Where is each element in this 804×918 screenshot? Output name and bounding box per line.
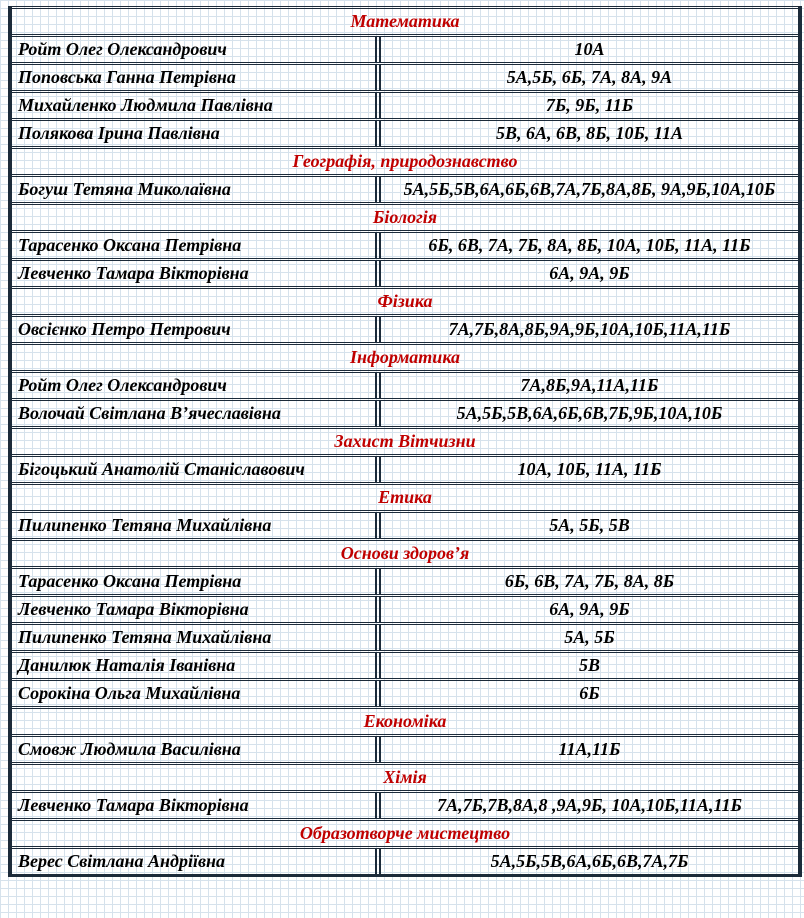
table-row: [12, 510, 798, 538]
table-row: [12, 594, 798, 622]
class-list: 10А, 10Б, 11А, 11Б: [517, 459, 662, 479]
class-list: 7Б, 9Б, 11Б: [545, 95, 634, 115]
table-row: [12, 622, 798, 650]
table-row: [12, 62, 798, 90]
class-list: 6А, 9А, 9Б: [549, 599, 630, 619]
subject-header: Математика: [12, 6, 798, 34]
teacher-name: Бігоцький Анатолій Станіславович: [12, 457, 381, 482]
table-row: [12, 790, 798, 818]
teacher-name: Волочай Світлана В’ячеславівна: [12, 401, 381, 426]
class-list: 5А,5Б,5В,6А,6Б,6В,7А,7Б,8А,8Б, 9А,9Б,10А,10Б: [403, 179, 776, 199]
teacher-name: Богуш Тетяна Миколаївна: [12, 177, 381, 202]
subject-header: Економіка: [12, 706, 798, 734]
subject-header: Інформатика: [12, 342, 798, 370]
teacher-name: Тарасенко Оксана Петрівна: [12, 569, 381, 594]
table-row: [12, 174, 798, 202]
class-list: 6Б, 6В, 7А, 7Б, 8А, 8Б: [504, 571, 675, 591]
subject-header: Географія, природознавство: [12, 146, 798, 174]
class-list: 5А, 5Б, 5В: [549, 515, 630, 535]
class-list: 7А,7Б,7В,8А,8 ,9А,9Б, 10А,10Б,11А,11Б: [437, 795, 742, 815]
teacher-name: Пилипенко Тетяна Михайлівна: [12, 625, 381, 650]
table-row: [12, 90, 798, 118]
table-row: [12, 678, 798, 706]
teacher-name: Левченко Тамара Вікторівна: [12, 793, 381, 818]
table-row: [12, 370, 798, 398]
subject-header: Образотворче мистецтво: [12, 818, 798, 846]
class-list: 6Б: [579, 683, 600, 703]
class-list: 5А,5Б, 6Б, 7А, 8А, 9А: [506, 67, 673, 87]
teacher-name: Тарасенко Оксана Петрівна: [12, 233, 381, 258]
subject-header: Фізика: [12, 286, 798, 314]
teacher-name: Смовж Людмила Василівна: [12, 737, 381, 762]
table-row: [12, 398, 798, 426]
teacher-name: Овсієнко Петро Петрович: [12, 317, 381, 342]
class-list: 5А, 5Б: [564, 627, 615, 647]
class-list: 7А,7Б,8А,8Б,9А,9Б,10А,10Б,11А,11Б: [448, 319, 731, 339]
teacher-name: Сорокіна Ольга Михайлівна: [12, 681, 381, 706]
table-row: [12, 314, 798, 342]
class-list: 6А, 9А, 9Б: [549, 263, 630, 283]
class-list: 5В: [578, 655, 600, 675]
subject-header: Захист Вітчизни: [12, 426, 798, 454]
teacher-name: Михайленко Людмила Павлівна: [12, 93, 381, 118]
teacher-name: Данилюк Наталія Іванівна: [12, 653, 381, 678]
teacher-name: Полякова Ірина Павлівна: [12, 121, 381, 146]
teacher-name: Ройт Олег Олександрович: [12, 37, 381, 62]
class-list: 5В, 6А, 6В, 8Б, 10Б, 11А: [496, 123, 683, 143]
class-list: 7А,8Б,9А,11А,11Б: [520, 375, 659, 395]
class-list: 10А: [574, 39, 605, 59]
table-row: [12, 566, 798, 594]
class-list: 6Б, 6В, 7А, 7Б, 8А, 8Б, 10А, 10Б, 11А, 11Б: [428, 235, 751, 255]
class-list: 11А,11Б: [558, 739, 621, 759]
table-row: [12, 846, 798, 877]
teacher-name: Ройт Олег Олександрович: [12, 373, 381, 398]
table-row: [12, 34, 798, 62]
teacher-name: Поповська Ганна Петрівна: [12, 65, 381, 90]
class-list: 5А,5Б,5В,6А,6Б,6В,7Б,9Б,10А,10Б: [456, 403, 723, 423]
table-row: [12, 734, 798, 762]
teacher-name: Верес Світлана Андріївна: [12, 849, 381, 874]
table-row: [12, 258, 798, 286]
subject-header: Біологія: [12, 202, 798, 230]
table-row: [12, 118, 798, 146]
table-row: [12, 454, 798, 482]
table-row: [12, 650, 798, 678]
teacher-name: Левченко Тамара Вікторівна: [12, 597, 381, 622]
subject-header: Хімія: [12, 762, 798, 790]
class-list: 5А,5Б,5В,6А,6Б,6В,7А,7Б: [490, 851, 689, 871]
teacher-name: Левченко Тамара Вікторівна: [12, 261, 381, 286]
teacher-name: Пилипенко Тетяна Михайлівна: [12, 513, 381, 538]
table-row: [12, 230, 798, 258]
subject-header: Етика: [12, 482, 798, 510]
teacher-assignment-table: [8, 6, 802, 877]
subject-header: Основи здоров’я: [12, 538, 798, 566]
